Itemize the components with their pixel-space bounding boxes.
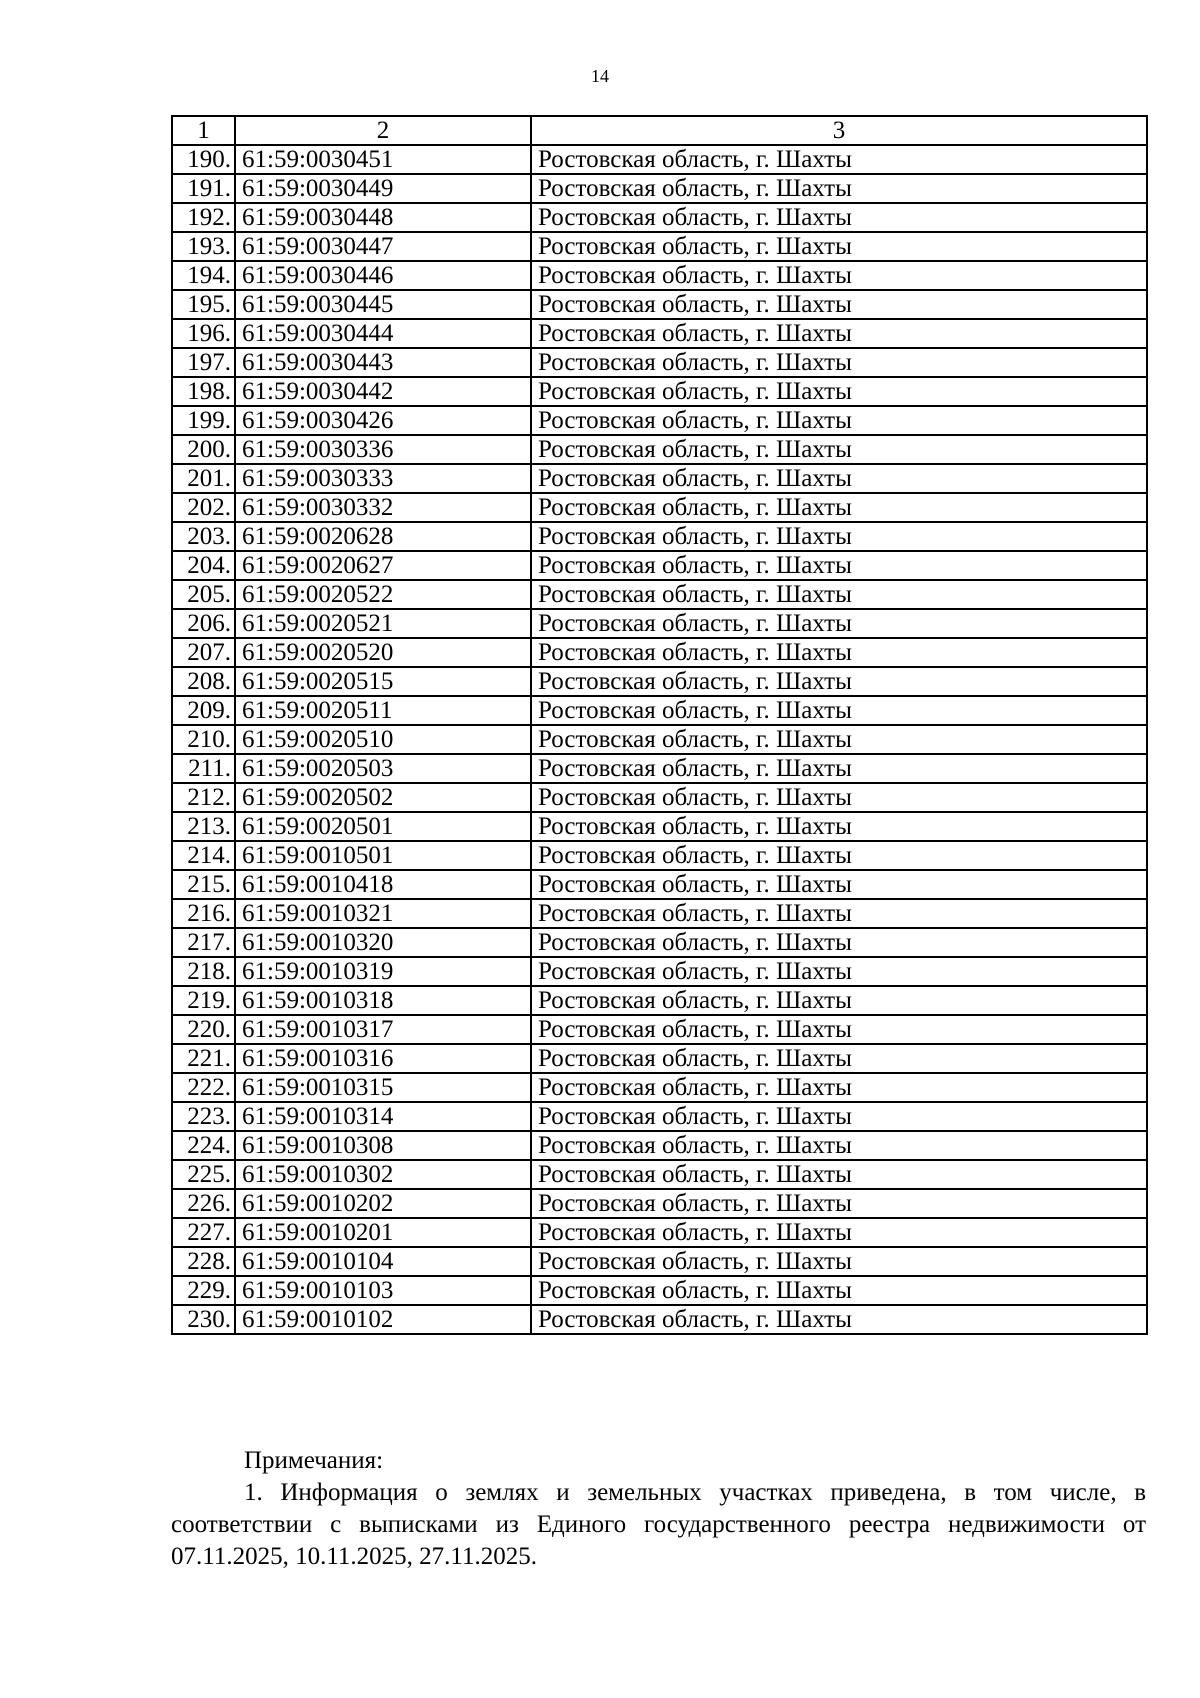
address-cell: Ростовская область, г. Шахты bbox=[531, 812, 1147, 841]
row-number-cell: 226. bbox=[172, 1189, 235, 1218]
table-body bbox=[172, 145, 1147, 1334]
table-row bbox=[172, 957, 1147, 986]
row-number-cell: 227. bbox=[172, 1218, 235, 1247]
address-cell: Ростовская область, г. Шахты bbox=[531, 870, 1147, 899]
cadastral-number-cell: 61:59:0010320 bbox=[235, 928, 531, 957]
cadastral-number-cell: 61:59:0010202 bbox=[235, 1189, 531, 1218]
row-number-cell: 212. bbox=[172, 783, 235, 812]
cadastral-number-cell: 61:59:0030447 bbox=[235, 232, 531, 261]
row-number-cell: 206. bbox=[172, 609, 235, 638]
cadastral-number-cell: 61:59:0020627 bbox=[235, 551, 531, 580]
table-row bbox=[172, 232, 1147, 261]
cadastral-number-cell: 61:59:0020628 bbox=[235, 522, 531, 551]
cadastral-number-cell: 61:59:0030336 bbox=[235, 435, 531, 464]
cadastral-number-cell: 61:59:0010319 bbox=[235, 957, 531, 986]
address-cell: Ростовская область, г. Шахты bbox=[531, 696, 1147, 725]
row-number-cell: 214. bbox=[172, 841, 235, 870]
table-row bbox=[172, 638, 1147, 667]
table-row bbox=[172, 899, 1147, 928]
address-cell: Ростовская область, г. Шахты bbox=[531, 203, 1147, 232]
land-plots-table bbox=[171, 115, 1148, 1335]
address-cell: Ростовская область, г. Шахты bbox=[531, 957, 1147, 986]
row-number-cell: 222. bbox=[172, 1073, 235, 1102]
address-cell: Ростовская область, г. Шахты bbox=[531, 928, 1147, 957]
column-header-number: 1 bbox=[172, 116, 235, 145]
address-cell: Ростовская область, г. Шахты bbox=[531, 783, 1147, 812]
address-cell: Ростовская область, г. Шахты bbox=[531, 261, 1147, 290]
cadastral-number-cell: 61:59:0030446 bbox=[235, 261, 531, 290]
table-row bbox=[172, 1276, 1147, 1305]
address-cell: Ростовская область, г. Шахты bbox=[531, 1102, 1147, 1131]
row-number-cell: 197. bbox=[172, 348, 235, 377]
address-cell: Ростовская область, г. Шахты bbox=[531, 638, 1147, 667]
table-row bbox=[172, 522, 1147, 551]
row-number-cell: 204. bbox=[172, 551, 235, 580]
row-number-cell: 201. bbox=[172, 464, 235, 493]
table-row bbox=[172, 406, 1147, 435]
cadastral-number-cell: 61:59:0010315 bbox=[235, 1073, 531, 1102]
cadastral-number-cell: 61:59:0010314 bbox=[235, 1102, 531, 1131]
row-number-cell: 205. bbox=[172, 580, 235, 609]
address-cell: Ростовская область, г. Шахты bbox=[531, 406, 1147, 435]
table-row bbox=[172, 1247, 1147, 1276]
table-row bbox=[172, 696, 1147, 725]
cadastral-number-cell: 61:59:0030444 bbox=[235, 319, 531, 348]
table-row bbox=[172, 145, 1147, 174]
row-number-cell: 202. bbox=[172, 493, 235, 522]
cadastral-number-cell: 61:59:0010501 bbox=[235, 841, 531, 870]
address-cell: Ростовская область, г. Шахты bbox=[531, 493, 1147, 522]
address-cell: Ростовская область, г. Шахты bbox=[531, 145, 1147, 174]
cadastral-number-cell: 61:59:0010104 bbox=[235, 1247, 531, 1276]
row-number-cell: 203. bbox=[172, 522, 235, 551]
row-number-cell: 210. bbox=[172, 725, 235, 754]
address-cell: Ростовская область, г. Шахты bbox=[531, 725, 1147, 754]
cadastral-number-cell: 61:59:0010103 bbox=[235, 1276, 531, 1305]
table-header-row bbox=[172, 116, 1147, 145]
row-number-cell: 196. bbox=[172, 319, 235, 348]
table-row bbox=[172, 319, 1147, 348]
table-row bbox=[172, 261, 1147, 290]
row-number-cell: 199. bbox=[172, 406, 235, 435]
address-cell: Ростовская область, г. Шахты bbox=[531, 290, 1147, 319]
address-cell: Ростовская область, г. Шахты bbox=[531, 464, 1147, 493]
cadastral-number-cell: 61:59:0010102 bbox=[235, 1305, 531, 1334]
row-number-cell: 218. bbox=[172, 957, 235, 986]
cadastral-number-cell: 61:59:0020503 bbox=[235, 754, 531, 783]
table-row bbox=[172, 986, 1147, 1015]
row-number-cell: 223. bbox=[172, 1102, 235, 1131]
table-row bbox=[172, 1218, 1147, 1247]
row-number-cell: 213. bbox=[172, 812, 235, 841]
address-cell: Ростовская область, г. Шахты bbox=[531, 899, 1147, 928]
address-cell: Ростовская область, г. Шахты bbox=[531, 1218, 1147, 1247]
table-row bbox=[172, 1015, 1147, 1044]
table-row bbox=[172, 348, 1147, 377]
page-number: 14 bbox=[591, 66, 609, 86]
row-number-cell: 216. bbox=[172, 899, 235, 928]
address-cell: Ростовская область, г. Шахты bbox=[531, 1160, 1147, 1189]
address-cell: Ростовская область, г. Шахты bbox=[531, 986, 1147, 1015]
cadastral-number-cell: 61:59:0020522 bbox=[235, 580, 531, 609]
address-cell: Ростовская область, г. Шахты bbox=[531, 1247, 1147, 1276]
table-row bbox=[172, 1305, 1147, 1334]
address-cell: Ростовская область, г. Шахты bbox=[531, 754, 1147, 783]
cadastral-number-cell: 61:59:0030426 bbox=[235, 406, 531, 435]
address-cell: Ростовская область, г. Шахты bbox=[531, 377, 1147, 406]
table-row bbox=[172, 377, 1147, 406]
cadastral-number-cell: 61:59:0010418 bbox=[235, 870, 531, 899]
table-row bbox=[172, 870, 1147, 899]
cadastral-number-cell: 61:59:0010302 bbox=[235, 1160, 531, 1189]
row-number-cell: 208. bbox=[172, 667, 235, 696]
address-cell: Ростовская область, г. Шахты bbox=[531, 1073, 1147, 1102]
table-row bbox=[172, 841, 1147, 870]
cadastral-number-cell: 61:59:0020510 bbox=[235, 725, 531, 754]
address-cell: Ростовская область, г. Шахты bbox=[531, 1044, 1147, 1073]
table-row bbox=[172, 1073, 1147, 1102]
cadastral-number-cell: 61:59:0020520 bbox=[235, 638, 531, 667]
cadastral-number-cell: 61:59:0030442 bbox=[235, 377, 531, 406]
table-row bbox=[172, 725, 1147, 754]
notes-section bbox=[171, 1445, 1146, 1573]
row-number-cell: 215. bbox=[172, 870, 235, 899]
row-number-cell: 230. bbox=[172, 1305, 235, 1334]
address-cell: Ростовская область, г. Шахты bbox=[531, 232, 1147, 261]
row-number-cell: 191. bbox=[172, 174, 235, 203]
cadastral-number-cell: 61:59:0030451 bbox=[235, 145, 531, 174]
address-cell: Ростовская область, г. Шахты bbox=[531, 1131, 1147, 1160]
address-cell: Ростовская область, г. Шахты bbox=[531, 580, 1147, 609]
cadastral-number-cell: 61:59:0010201 bbox=[235, 1218, 531, 1247]
table-row bbox=[172, 290, 1147, 319]
table-row bbox=[172, 1131, 1147, 1160]
table-row bbox=[172, 435, 1147, 464]
address-cell: Ростовская область, г. Шахты bbox=[531, 319, 1147, 348]
table-row bbox=[172, 1102, 1147, 1131]
cadastral-number-cell: 61:59:0030332 bbox=[235, 493, 531, 522]
address-cell: Ростовская область, г. Шахты bbox=[531, 551, 1147, 580]
cadastral-number-cell: 61:59:0030449 bbox=[235, 174, 531, 203]
table-row bbox=[172, 928, 1147, 957]
table-row bbox=[172, 667, 1147, 696]
row-number-cell: 219. bbox=[172, 986, 235, 1015]
column-header-cadastral: 2 bbox=[235, 116, 531, 145]
address-cell: Ростовская область, г. Шахты bbox=[531, 1015, 1147, 1044]
address-cell: Ростовская область, г. Шахты bbox=[531, 522, 1147, 551]
address-cell: Ростовская область, г. Шахты bbox=[531, 1189, 1147, 1218]
cadastral-number-cell: 61:59:0030333 bbox=[235, 464, 531, 493]
row-number-cell: 225. bbox=[172, 1160, 235, 1189]
row-number-cell: 229. bbox=[172, 1276, 235, 1305]
table-row bbox=[172, 1044, 1147, 1073]
cadastral-number-cell: 61:59:0010317 bbox=[235, 1015, 531, 1044]
address-cell: Ростовская область, г. Шахты bbox=[531, 435, 1147, 464]
cadastral-number-cell: 61:59:0020515 bbox=[235, 667, 531, 696]
table-row bbox=[172, 1160, 1147, 1189]
cadastral-number-cell: 61:59:0010318 bbox=[235, 986, 531, 1015]
row-number-cell: 194. bbox=[172, 261, 235, 290]
table-row bbox=[172, 754, 1147, 783]
address-cell: Ростовская область, г. Шахты bbox=[531, 348, 1147, 377]
row-number-cell: 220. bbox=[172, 1015, 235, 1044]
address-cell: Ростовская область, г. Шахты bbox=[531, 609, 1147, 638]
row-number-cell: 207. bbox=[172, 638, 235, 667]
cadastral-number-cell: 61:59:0020502 bbox=[235, 783, 531, 812]
notes-title: Примечания: bbox=[244, 1447, 384, 1474]
table-row bbox=[172, 783, 1147, 812]
cadastral-number-cell: 61:59:0030448 bbox=[235, 203, 531, 232]
cadastral-number-cell: 61:59:0020511 bbox=[235, 696, 531, 725]
row-number-cell: 192. bbox=[172, 203, 235, 232]
address-cell: Ростовская область, г. Шахты bbox=[531, 667, 1147, 696]
row-number-cell: 224. bbox=[172, 1131, 235, 1160]
cadastral-number-cell: 61:59:0020521 bbox=[235, 609, 531, 638]
table-row bbox=[172, 609, 1147, 638]
table-row bbox=[172, 551, 1147, 580]
row-number-cell: 198. bbox=[172, 377, 235, 406]
column-header-address: 3 bbox=[531, 116, 1147, 145]
row-number-cell: 200. bbox=[172, 435, 235, 464]
row-number-cell: 193. bbox=[172, 232, 235, 261]
table-row bbox=[172, 1189, 1147, 1218]
row-number-cell: 195. bbox=[172, 290, 235, 319]
row-number-cell: 228. bbox=[172, 1247, 235, 1276]
cadastral-number-cell: 61:59:0010321 bbox=[235, 899, 531, 928]
address-cell: Ростовская область, г. Шахты bbox=[531, 1305, 1147, 1334]
cadastral-number-cell: 61:59:0030443 bbox=[235, 348, 531, 377]
row-number-cell: 221. bbox=[172, 1044, 235, 1073]
table-row bbox=[172, 580, 1147, 609]
cadastral-number-cell: 61:59:0010308 bbox=[235, 1131, 531, 1160]
table-row bbox=[172, 812, 1147, 841]
address-cell: Ростовская область, г. Шахты bbox=[531, 1276, 1147, 1305]
row-number-cell: 211. bbox=[172, 754, 235, 783]
row-number-cell: 209. bbox=[172, 696, 235, 725]
table-row bbox=[172, 493, 1147, 522]
table-row bbox=[172, 174, 1147, 203]
address-cell: Ростовская область, г. Шахты bbox=[531, 174, 1147, 203]
cadastral-number-cell: 61:59:0030445 bbox=[235, 290, 531, 319]
table-row bbox=[172, 203, 1147, 232]
row-number-cell: 190. bbox=[172, 145, 235, 174]
cadastral-number-cell: 61:59:0020501 bbox=[235, 812, 531, 841]
note-item: 1. Информация о землях и земельных участках приведена, в том числе, в соответствии с выписками из Единого государственного реестра недвижимости от 07.11.2025, 10.11.2025, 27.11.2025. bbox=[171, 1479, 1146, 1570]
address-cell: Ростовская область, г. Шахты bbox=[531, 841, 1147, 870]
table-row bbox=[172, 464, 1147, 493]
row-number-cell: 217. bbox=[172, 928, 235, 957]
cadastral-number-cell: 61:59:0010316 bbox=[235, 1044, 531, 1073]
